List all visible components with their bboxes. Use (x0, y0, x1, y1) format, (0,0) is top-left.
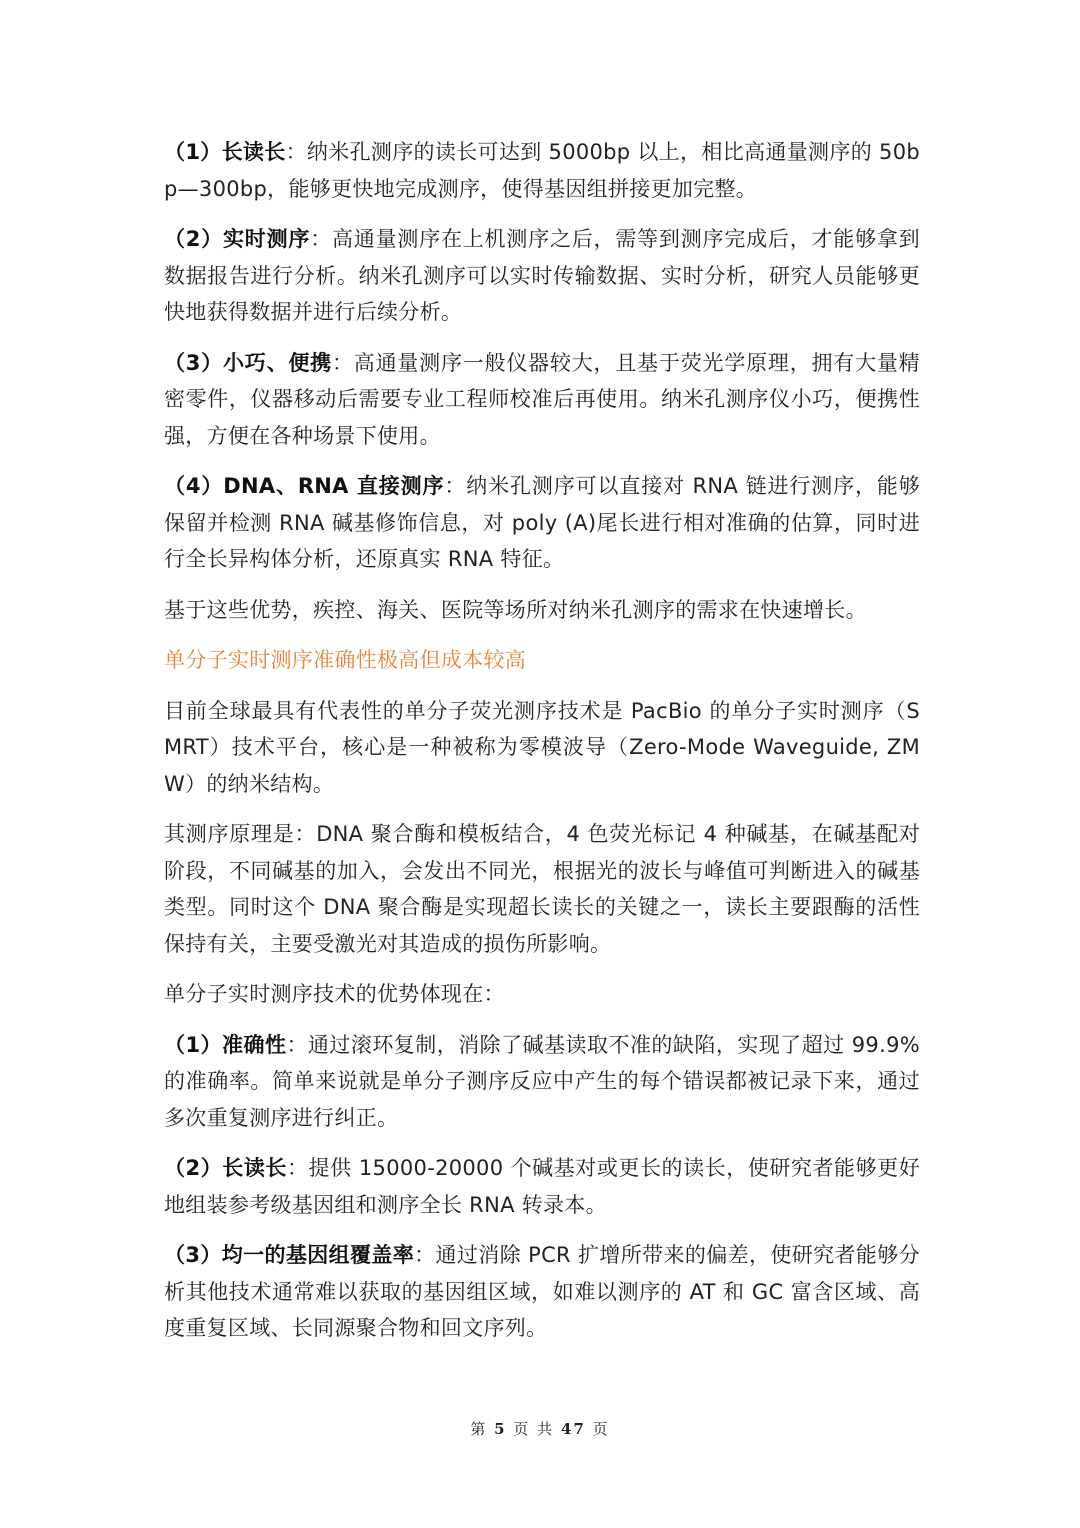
advantage-lead: （1）长读长 (164, 140, 286, 164)
advantage-text: ：纳米孔测序的读长可达到 5000bp 以上，相比高通量测序的 50bp—300bp，能够更快地完成测序，使得基因组拼接更加完整。 (164, 140, 920, 201)
smrt-advantage-3 (164, 1237, 920, 1347)
advantage-text: ：通过消除 PCR 扩增所带来的偏差，使研究者能够分析其他技术通常难以获取的基因组区域，如难以测序的 AT 和 GC 富含区域、高度重复区域、长同源聚合物和回文序列。 (164, 1243, 920, 1340)
footer-suffix: 页 (592, 1420, 610, 1438)
smrt-advantage-1 (164, 1027, 920, 1137)
advantage-text: ：高通量测序在上机测序之后，需等到测序完成后，才能够拿到数据报告进行分析。纳米孔测序可以实时传输数据、实时分析，研究人员能够更快地获得数据并进行后续分析。 (164, 227, 920, 324)
advantage-text: ：纳米孔测序可以直接对 RNA 链进行测序，能够保留并检测 RNA 碱基修饰信息，对 poly (A)尾长进行相对准确的估算，同时进行全长异构体分析，还原真实 RNA 特征。 (164, 474, 921, 571)
footer-prefix: 第 (470, 1420, 488, 1438)
advantage-lead: （3）均一的基因组覆盖率 (164, 1243, 415, 1267)
advantage-lead: （3）小巧、便携 (164, 350, 332, 375)
smrt-principle: 其测序原理是：DNA 聚合酶和模板结合，4 色荧光标记 4 种碱基，在碱基配对阶段，不同碱基的加入，会发出不同光，根据光的波长与峰值可判断进入的碱基类型。同时这个 DNA 聚合酶是实现超长读长的关键之一，读长主要跟酶的活性保持有关，主要受激光对其造成的损伤所影响。 (164, 822, 920, 956)
advantage-text: ：提供 15000-20000 个碱基对或更长的读长，使研究者能够更好地组装参考级基因组和测序全长 RNA 转录本。 (164, 1156, 920, 1217)
advantage-lead: （2）实时测序 (164, 227, 311, 251)
advantage-lead: （1）准确性 (164, 1032, 287, 1057)
total-page-count: 47 (560, 1420, 586, 1438)
nanopore-advantage-1 (164, 134, 920, 207)
smrt-intro: 目前全球最具有代表性的单分子荧光测序技术是 PacBio 的单分子实时测序（SMRT）技术平台，核心是一种被称为零模波导（Zero-Mode Waveguide, ZMW）的纳米结构。 (164, 698, 920, 796)
section-heading: 单分子实时测序准确性极高但成本较高 (164, 648, 527, 672)
nanopore-advantage-2 (164, 221, 920, 331)
smrt-advantage-2 (164, 1150, 920, 1223)
current-page-number: 5 (494, 1420, 507, 1438)
nanopore-advantage-4 (164, 468, 920, 578)
advantage-lead: （4）DNA、RNA 直接测序 (164, 474, 445, 498)
advantage-text: ：高通量测序一般仪器较大，且基于荧光学原理，拥有大量精密零件，仪器移动后需要专业工程师校准后再使用。纳米孔测序仪小巧，便携性强，方便在各种场景下使用。 (164, 350, 920, 448)
footer-middle: 页 共 (513, 1420, 555, 1438)
nanopore-advantage-3 (164, 345, 920, 455)
advantage-text: ：通过滚环复制，消除了碱基读取不准的缺陷，实现了超过 99.9%的准确率。简单来说就是单分子测序反应中产生的每个错误都被记录下来，通过多次重复测序进行纠正。 (164, 1032, 920, 1130)
document-page (164, 134, 920, 1361)
advantage-lead: （2）长读长 (164, 1156, 287, 1180)
nanopore-summary: 基于这些优势，疾控、海关、医院等场所对纳米孔测序的需求在快速增长。 (164, 597, 867, 622)
page-footer (0, 1418, 1080, 1439)
smrt-advantages-intro: 单分子实时测序技术的优势体现在： (164, 982, 505, 1006)
